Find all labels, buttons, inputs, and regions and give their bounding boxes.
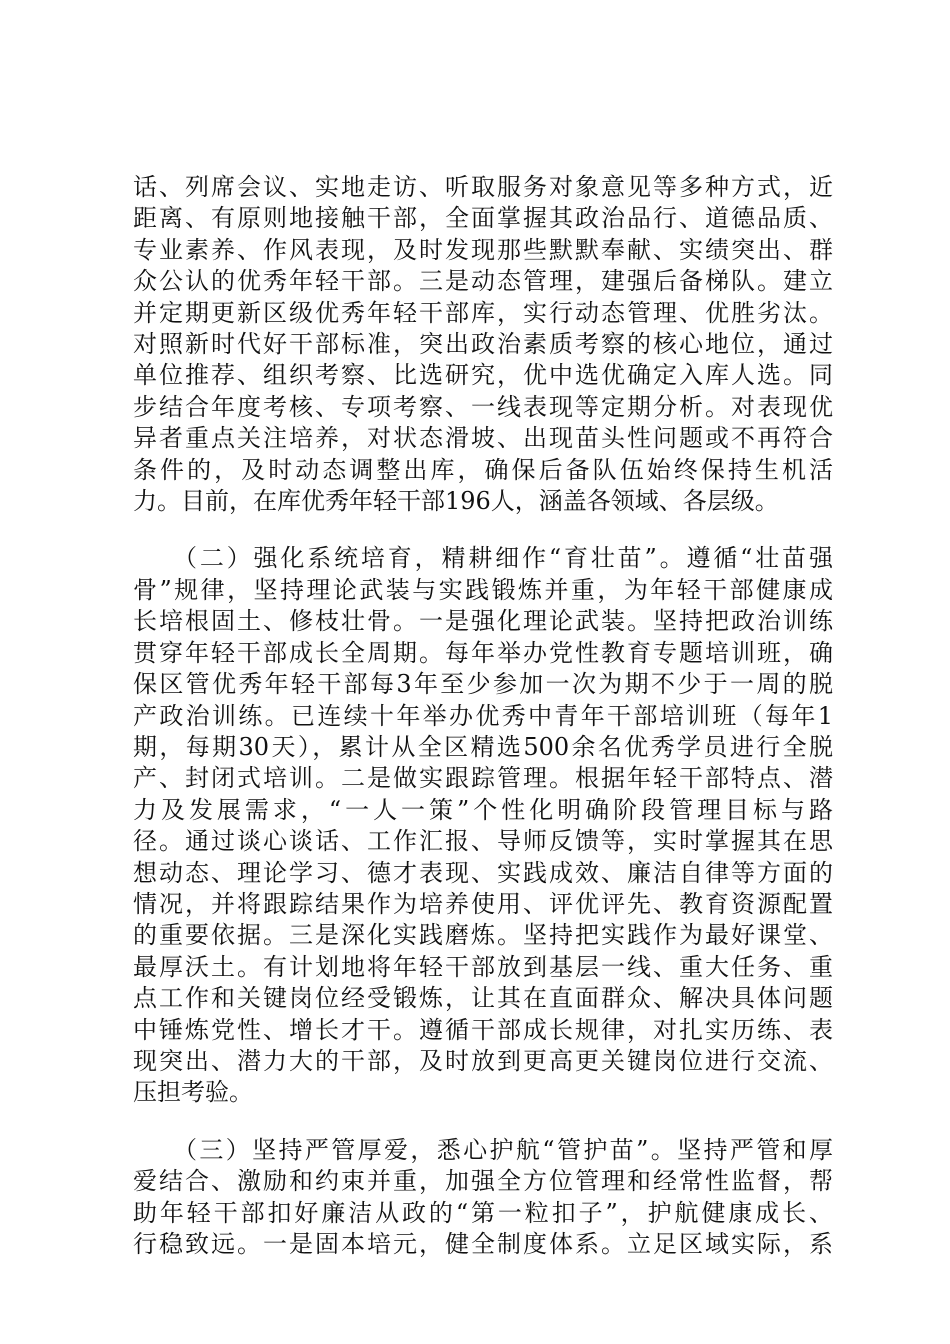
text-line: 爱结合、激励和约束并重，加强全方位管理和经常性监督，帮 [133, 1167, 833, 1196]
text-line: 距离、有原则地接触干部，全面掌握其政治品行、道德品质、 [133, 204, 833, 233]
text-line: 径。通过谈心谈话、工作汇报、导师反馈等，实时掌握其在思 [133, 827, 833, 856]
text-line: 最厚沃土。有计划地将年轻干部放到基层一线、重大任务、重 [133, 952, 833, 981]
text-line: 期，每期30天），累计从全区精选500余名优秀学员进行全脱 [133, 732, 833, 761]
text-line: 骨”规律，坚持理论武装与实践锻炼并重，为年轻干部健康成 [133, 575, 833, 604]
text-line: 话、列席会议、实地走访、听取服务对象意见等多种方式，近 [133, 173, 833, 201]
text-line: 点工作和关键岗位经受锻炼，让其在直面群众、解决具体问题 [133, 984, 833, 1013]
text-line: 行稳致远。一是固本培元，健全制度体系。立足区域实际，系 [133, 1230, 833, 1258]
text-line: 的重要依据。三是深化实践磨炼。坚持把实践作为最好课堂、 [133, 921, 833, 950]
text-line: 贯穿年轻干部成长全周期。每年举办党性教育专题培训班，确 [133, 638, 833, 667]
paragraph-gap [133, 1109, 833, 1135]
paragraph-2 [133, 543, 833, 1108]
text-line: （二）强化系统培育，精耕细作“育壮苗”。遵循“壮苗强 [173, 544, 833, 573]
text-line: 步结合年度考核、专项考察、一线表现等定期分析。对表现优 [133, 392, 833, 421]
paragraph-gap [133, 517, 833, 543]
text-line: 保区管优秀年轻干部每3年至少参加一次为期不少于一周的脱 [133, 670, 833, 699]
text-line: 专业素养、作风表现，及时发现那些默默奉献、实绩突出、群 [133, 235, 833, 264]
paragraph-3 [133, 1135, 833, 1261]
document-page [133, 172, 833, 1260]
text-line: 压担考验。 [133, 1078, 253, 1107]
text-line: 产、封闭式培训。二是做实跟踪管理。根据年轻干部特点、潜 [133, 764, 833, 793]
text-line: （三）坚持严管厚爱，悉心护航“管护苗”。坚持严管和厚 [173, 1135, 833, 1164]
text-line: 产政治训练。已连续十年举办优秀中青年干部培训班（每年1 [133, 701, 833, 730]
text-line: 现突出、潜力大的干部，及时放到更高更关键岗位进行交流、 [133, 1046, 833, 1075]
text-line: 情况，并将跟踪结果作为培养使用、评优评先、教育资源配置 [133, 889, 833, 918]
text-line: 条件的，及时动态调整出库，确保后备队伍始终保持生机活 [133, 455, 833, 484]
text-line: 长培根固土、修枝壮骨。一是强化理论武装。坚持把政治训练 [133, 607, 833, 636]
paragraph-1 [133, 172, 833, 517]
text-line: 助年轻干部扣好廉洁从政的“第一粒扣子”，护航健康成长、 [133, 1198, 833, 1227]
text-line: 力及发展需求，“一人一策”个性化明确阶段管理目标与路 [133, 795, 833, 824]
text-line: 众公认的优秀年轻干部。三是动态管理，建强后备梯队。建立 [133, 267, 833, 296]
text-line: 对照新时代好干部标准，突出政治素质考察的核心地位，通过 [133, 330, 833, 359]
text-line: 想动态、理论学习、德才表现、实践成效、廉洁自律等方面的 [133, 858, 833, 887]
text-line: 力。目前，在库优秀年轻干部196人，涵盖各领域、各层级。 [133, 487, 779, 516]
text-line: 并定期更新区级优秀年轻干部库，实行动态管理、优胜劣汰。 [133, 298, 833, 327]
text-line: 中锤炼党性、增长才干。遵循干部成长规律，对扎实历练、表 [133, 1015, 833, 1044]
text-line: 单位推荐、组织考察、比选研究，优中选优确定入库人选。同 [133, 361, 833, 390]
text-line: 异者重点关注培养，对状态滑坡、出现苗头性问题或不再符合 [133, 424, 833, 453]
